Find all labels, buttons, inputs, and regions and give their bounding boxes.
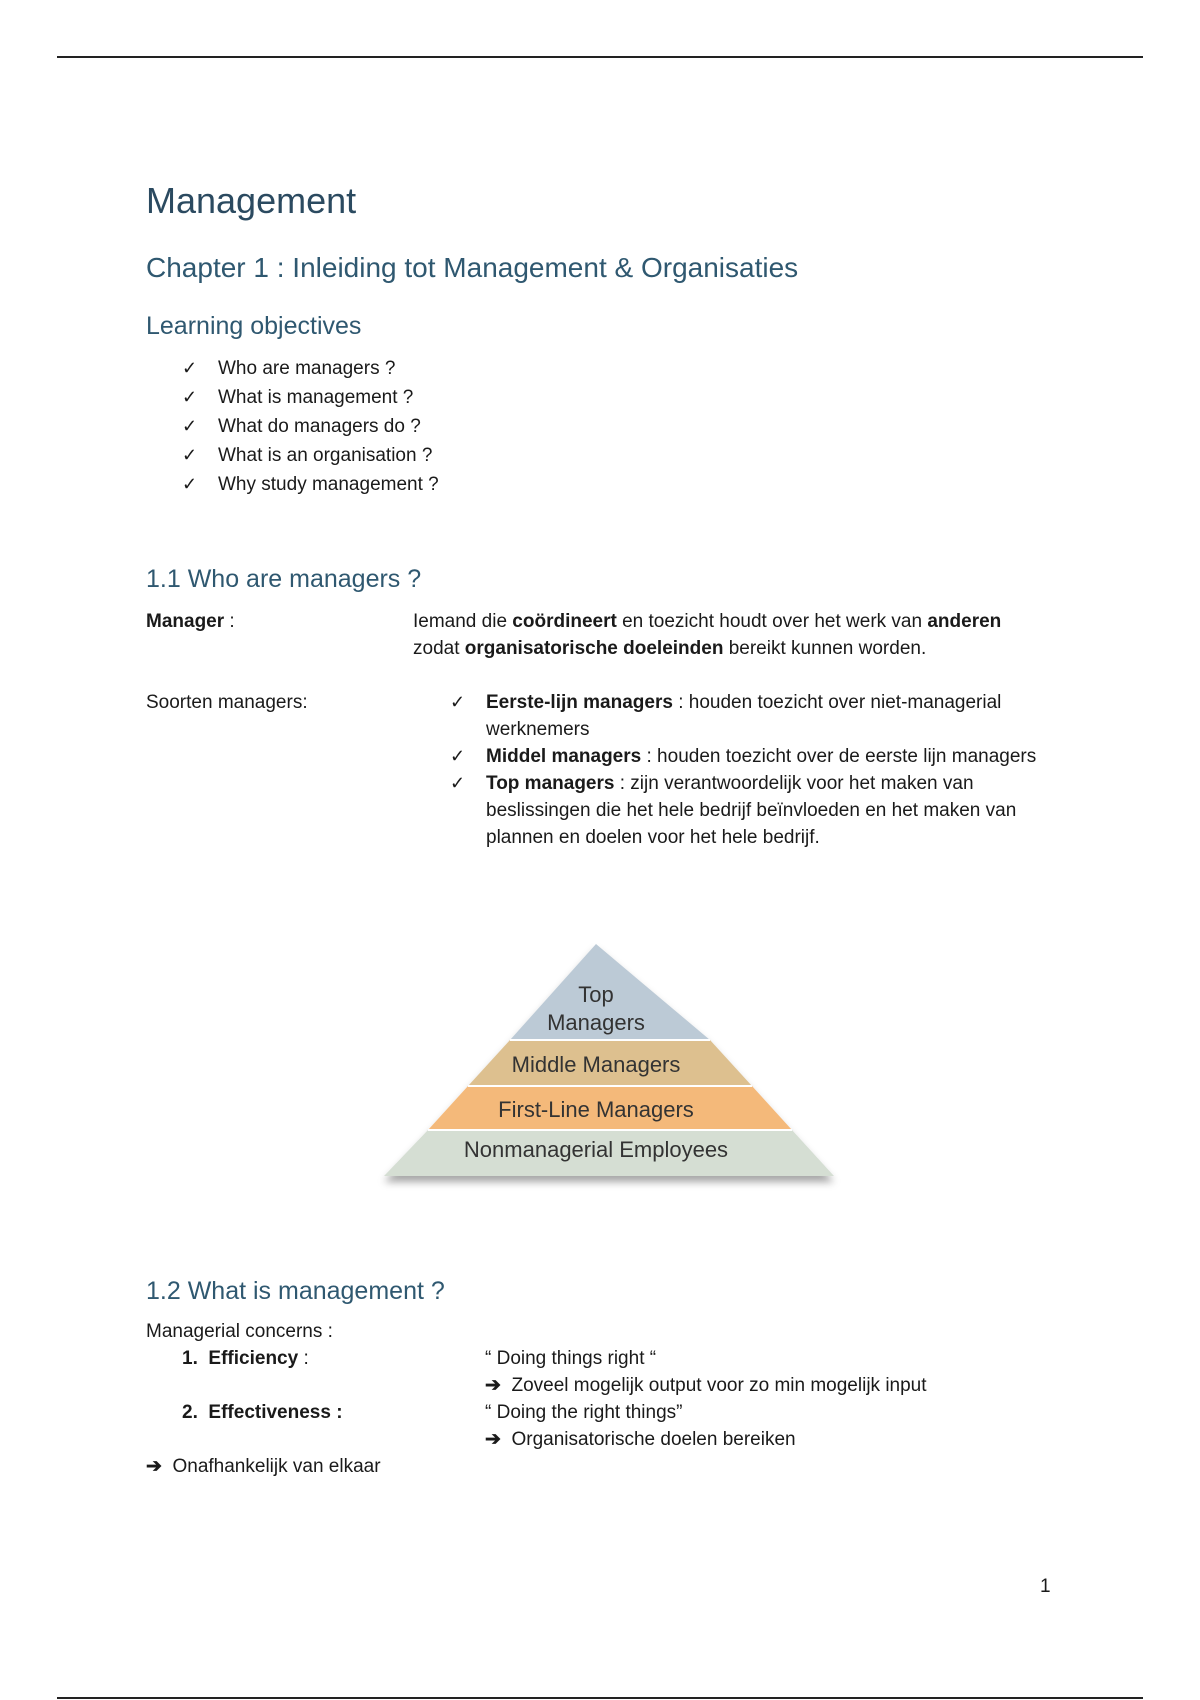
page-number: 1 <box>1040 1576 1051 1597</box>
pyramid-label-first-line: First-Line Managers <box>498 1097 694 1122</box>
manager-types-label: Soorten managers: <box>146 692 308 713</box>
check-icon: ✓ <box>182 358 198 378</box>
check-icon: ✓ <box>182 474 198 494</box>
check-icon: ✓ <box>450 773 466 793</box>
arrow-right-icon: ➔ <box>146 1456 162 1477</box>
pyramid-label-nonmanagerial: Nonmanagerial Employees <box>463 1137 729 1162</box>
list-item: ✓ Who are managers ? <box>182 355 439 384</box>
management-pyramid <box>300 900 900 1200</box>
concern-efficiency: 1. Efficiency : <box>182 1348 309 1369</box>
check-icon: ✓ <box>182 445 198 465</box>
concerns-conclusion: ➔ Onafhankelijk van elkaar <box>146 1456 381 1477</box>
manager-definition: Iemand die coördineert en toezicht houdt over het werk van anderen zodat organisatorische doeleinden bereikt kunnen worden. <box>413 611 1002 659</box>
check-icon: ✓ <box>450 746 466 766</box>
managerial-concerns-label: Managerial concerns : <box>146 1321 333 1342</box>
manager-label: Manager : <box>146 611 235 632</box>
manager-types-list <box>450 689 1050 851</box>
list-item: ✓ What do managers do ? <box>182 413 439 442</box>
effectiveness-quote: “ Doing the right things” <box>485 1402 683 1423</box>
learning-objectives-heading: Learning objectives <box>146 312 362 340</box>
check-icon: ✓ <box>182 387 198 407</box>
header-rule <box>57 56 1143 58</box>
efficiency-quote: “ Doing things right “ <box>485 1348 657 1369</box>
efficiency-note: ➔ Zoveel mogelijk output voor zo min mogelijk input <box>485 1375 927 1396</box>
check-icon: ✓ <box>182 416 198 436</box>
concern-effectiveness: 2. Effectiveness : <box>182 1402 343 1423</box>
pyramid-label-top-2: Managers <box>547 1010 645 1035</box>
list-item: ✓ Top managers : zijn verantwoordelijk voor het maken van beslissingen die het hele bedrijf beïnvloeden en het maken van plannen en doelen voor het hele bedrijf. <box>450 770 1050 851</box>
arrow-right-icon: ➔ <box>485 1429 501 1450</box>
learning-objectives-list <box>182 355 439 500</box>
footer-rule <box>57 1697 1143 1699</box>
arrow-right-icon: ➔ <box>485 1375 501 1396</box>
list-item: ✓ Middel managers : houden toezicht over de eerste lijn managers <box>450 743 1050 770</box>
section-1-1-heading: 1.1 Who are managers ? <box>146 565 422 593</box>
pyramid-label-top-1: Top <box>578 982 614 1007</box>
list-item: ✓ Eerste-lijn managers : houden toezicht over niet-managerial werknemers <box>450 689 1050 743</box>
section-1-2-heading: 1.2 What is management ? <box>146 1277 445 1305</box>
list-item: ✓ What is an organisation ? <box>182 442 439 471</box>
chapter-heading: Chapter 1 : Inleiding tot Management & Organisaties <box>146 252 799 283</box>
pyramid-label-middle: Middle Managers <box>511 1052 681 1077</box>
check-icon: ✓ <box>450 692 466 712</box>
document-title: Management <box>146 180 357 221</box>
list-item: ✓ What is management ? <box>182 384 439 413</box>
effectiveness-note: ➔ Organisatorische doelen bereiken <box>485 1429 796 1450</box>
list-item: ✓ Why study management ? <box>182 471 439 500</box>
